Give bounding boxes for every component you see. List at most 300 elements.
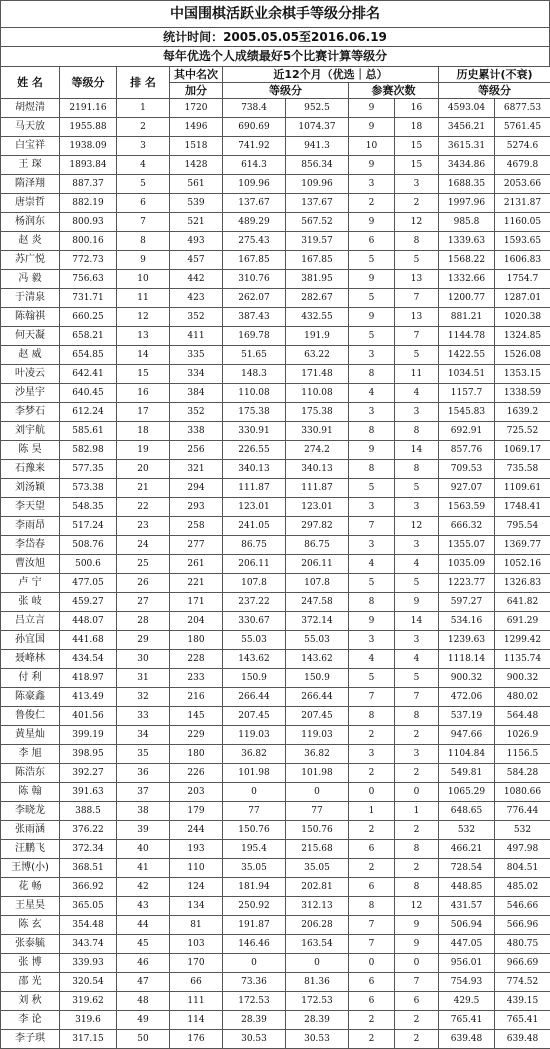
history-rating-total-cell: 564.48 [495,707,550,726]
recent-games-total-cell: 12 [395,213,439,232]
recent-rating-total-cell: 372.14 [286,612,349,631]
bonus-points-cell: 338 [170,422,223,441]
table-row [1,213,550,232]
recent-games-total-cell: 1 [395,802,439,821]
rating-cell: 577.35 [60,460,117,479]
recent-games-selected-cell: 6 [349,992,395,1011]
rank-cell: 4 [117,156,170,175]
rating-cell: 800.93 [60,213,117,232]
player-name-cell: 曹汝旭 [1,555,60,574]
rating-cell: 585.61 [60,422,117,441]
recent-games-total-cell: 9 [395,593,439,612]
player-name-cell: 聂峰林 [1,650,60,669]
recent-games-total-cell: 2 [395,1011,439,1030]
rating-cell: 658.21 [60,327,117,346]
recent-rating-selected-cell: 195.4 [223,840,286,859]
rating-cell: 660.25 [60,308,117,327]
table-row [1,327,550,346]
table-row [1,916,550,935]
history-rating-total-cell: 546.66 [495,897,550,916]
table-row [1,859,550,878]
recent-rating-total-cell: 36.82 [286,745,349,764]
recent-games-selected-cell: 5 [349,251,395,270]
player-name-cell: 冯 毅 [1,270,60,289]
col-recent-header: 近12个月（优选｜总） [223,67,439,83]
rating-cell: 573.38 [60,479,117,498]
recent-rating-total-cell: 247.58 [286,593,349,612]
history-rating-total-cell: 1160.05 [495,213,550,232]
bonus-points-cell: 176 [170,1030,223,1049]
recent-games-selected-cell: 7 [349,688,395,707]
player-name-cell: 花 畅 [1,878,60,897]
rating-cell: 391.63 [60,783,117,802]
player-name-cell: 石豫来 [1,460,60,479]
history-rating-selected-cell: 1034.51 [439,365,495,384]
rating-cell: 612.24 [60,403,117,422]
rank-cell: 19 [117,441,170,460]
recent-games-total-cell: 0 [395,783,439,802]
bonus-points-cell: 111 [170,992,223,1011]
bonus-points-cell: 204 [170,612,223,631]
recent-games-selected-cell: 9 [349,308,395,327]
history-rating-total-cell: 1135.74 [495,650,550,669]
player-name-cell: 陈 玄 [1,916,60,935]
history-rating-selected-cell: 1355.07 [439,536,495,555]
recent-rating-total-cell: 86.75 [286,536,349,555]
bonus-points-cell: 114 [170,1011,223,1030]
recent-games-selected-cell: 5 [349,327,395,346]
recent-games-total-cell: 9 [395,935,439,954]
recent-rating-selected-cell: 172.53 [223,992,286,1011]
calc-note: 每年优选个人成绩最好5个比赛计算等级分 [0,46,550,66]
recent-rating-total-cell: 55.03 [286,631,349,650]
player-name-cell: 刘宇航 [1,422,60,441]
player-name-cell: 汪鹏飞 [1,840,60,859]
recent-rating-selected-cell: 741.92 [223,137,286,156]
recent-rating-total-cell: 567.52 [286,213,349,232]
recent-games-total-cell: 9 [395,916,439,935]
bonus-points-cell: 179 [170,802,223,821]
recent-rating-total-cell: 381.95 [286,270,349,289]
recent-rating-selected-cell: 28.39 [223,1011,286,1030]
rating-cell: 1893.84 [60,156,117,175]
recent-games-total-cell: 11 [395,365,439,384]
recent-games-selected-cell: 8 [349,707,395,726]
rank-cell: 24 [117,536,170,555]
bonus-points-cell: 110 [170,859,223,878]
history-rating-total-cell: 1324.85 [495,327,550,346]
recent-games-selected-cell: 1 [349,802,395,821]
recent-rating-selected-cell: 109.96 [223,175,286,194]
history-rating-selected-cell: 648.65 [439,802,495,821]
recent-rating-selected-cell: 0 [223,783,286,802]
recent-games-total-cell: 6 [395,992,439,1011]
recent-rating-selected-cell: 169.78 [223,327,286,346]
bonus-points-cell: 171 [170,593,223,612]
rank-cell: 35 [117,745,170,764]
rank-cell: 9 [117,251,170,270]
bonus-points-cell: 457 [170,251,223,270]
table-row [1,498,550,517]
bonus-points-cell: 561 [170,175,223,194]
rank-cell: 16 [117,384,170,403]
table-row [1,441,550,460]
recent-games-total-cell: 8 [395,707,439,726]
player-name-cell: 叶凌云 [1,365,60,384]
table-header-row-1 [1,67,550,83]
player-name-cell: 唐崇哲 [1,194,60,213]
recent-games-total-cell: 16 [395,99,439,118]
history-rating-total-cell: 1369.77 [495,536,550,555]
col-rank-header: 排 名 [117,67,170,99]
recent-games-selected-cell: 7 [349,916,395,935]
bonus-points-cell: 180 [170,745,223,764]
history-rating-total-cell: 5274.6 [495,137,550,156]
recent-games-total-cell: 8 [395,232,439,251]
history-rating-selected-cell: 927.07 [439,479,495,498]
recent-rating-selected-cell: 150.9 [223,669,286,688]
history-rating-selected-cell: 956.01 [439,954,495,973]
history-rating-total-cell: 900.32 [495,669,550,688]
recent-games-total-cell: 7 [395,973,439,992]
rating-cell: 418.97 [60,669,117,688]
bonus-points-cell: 334 [170,365,223,384]
player-name-cell: 于清泉 [1,289,60,308]
player-name-cell: 陈 翰 [1,783,60,802]
table-row [1,707,550,726]
rank-cell: 7 [117,213,170,232]
recent-rating-selected-cell: 489.29 [223,213,286,232]
recent-games-selected-cell: 2 [349,726,395,745]
table-row [1,935,550,954]
recent-games-selected-cell: 10 [349,137,395,156]
player-name-cell: 黄星灿 [1,726,60,745]
player-name-cell: 陈豪鑫 [1,688,60,707]
history-rating-selected-cell: 4593.04 [439,99,495,118]
history-rating-total-cell: 480.02 [495,688,550,707]
player-name-cell: 李 旭 [1,745,60,764]
rating-cell: 800.16 [60,232,117,251]
table-row [1,954,550,973]
rank-cell: 15 [117,365,170,384]
recent-games-selected-cell: 3 [349,745,395,764]
rating-cell: 372.34 [60,840,117,859]
rank-cell: 44 [117,916,170,935]
recent-games-total-cell: 13 [395,270,439,289]
recent-games-selected-cell: 8 [349,365,395,384]
rating-cell: 339.93 [60,954,117,973]
rating-cell: 731.71 [60,289,117,308]
player-name-cell: 王 琛 [1,156,60,175]
recent-rating-selected-cell: 150.76 [223,821,286,840]
player-name-cell: 李岱春 [1,536,60,555]
history-rating-total-cell: 1526.08 [495,346,550,365]
rank-cell: 37 [117,783,170,802]
col-recent-rating-header: 等级分 [223,83,349,99]
recent-games-selected-cell: 3 [349,498,395,517]
rank-cell: 45 [117,935,170,954]
table-row [1,270,550,289]
recent-rating-selected-cell: 206.11 [223,555,286,574]
player-name-cell: 陈浩东 [1,764,60,783]
rating-cell: 368.51 [60,859,117,878]
history-rating-total-cell: 1109.61 [495,479,550,498]
history-rating-selected-cell: 1157.7 [439,384,495,403]
rating-cell: 399.19 [60,726,117,745]
rating-cell: 366.92 [60,878,117,897]
recent-games-selected-cell: 3 [349,631,395,650]
recent-rating-selected-cell: 36.82 [223,745,286,764]
history-rating-total-cell: 480.75 [495,935,550,954]
rank-cell: 41 [117,859,170,878]
rating-cell: 441.68 [60,631,117,650]
table-row [1,118,550,137]
recent-rating-total-cell: 206.28 [286,916,349,935]
recent-games-total-cell: 0 [395,954,439,973]
history-rating-total-cell: 966.69 [495,954,550,973]
col-recent-games-header: 参赛次数 [349,83,439,99]
history-rating-selected-cell: 1065.29 [439,783,495,802]
recent-rating-selected-cell: 167.85 [223,251,286,270]
recent-games-selected-cell: 9 [349,441,395,460]
player-name-cell: 赵 炎 [1,232,60,251]
recent-rating-total-cell: 167.85 [286,251,349,270]
bonus-points-cell: 335 [170,346,223,365]
rank-cell: 13 [117,327,170,346]
rating-cell: 1938.09 [60,137,117,156]
history-rating-selected-cell: 692.91 [439,422,495,441]
table-row [1,194,550,213]
recent-games-total-cell: 2 [395,1030,439,1049]
rating-cell: 320.54 [60,973,117,992]
recent-rating-total-cell: 206.11 [286,555,349,574]
bonus-points-cell: 539 [170,194,223,213]
history-rating-total-cell: 1754.7 [495,270,550,289]
table-row [1,593,550,612]
table-row [1,156,550,175]
bonus-points-cell: 145 [170,707,223,726]
recent-rating-total-cell: 119.03 [286,726,349,745]
recent-games-total-cell: 3 [395,536,439,555]
history-rating-total-cell: 1026.9 [495,726,550,745]
bonus-points-cell: 134 [170,897,223,916]
rank-cell: 27 [117,593,170,612]
history-rating-selected-cell: 1332.66 [439,270,495,289]
table-row [1,365,550,384]
history-rating-selected-cell: 1144.78 [439,327,495,346]
recent-rating-selected-cell: 111.87 [223,479,286,498]
history-rating-total-cell: 566.96 [495,916,550,935]
history-rating-selected-cell: 857.76 [439,441,495,460]
recent-games-total-cell: 15 [395,137,439,156]
recent-games-total-cell: 5 [395,669,439,688]
rating-cell: 354.48 [60,916,117,935]
rating-cell: 388.5 [60,802,117,821]
recent-rating-selected-cell: 738.4 [223,99,286,118]
history-rating-selected-cell: 472.06 [439,688,495,707]
rank-cell: 3 [117,137,170,156]
rank-cell: 31 [117,669,170,688]
recent-rating-total-cell: 77 [286,802,349,821]
history-rating-total-cell: 725.52 [495,422,550,441]
history-rating-selected-cell: 532 [439,821,495,840]
history-rating-selected-cell: 1422.55 [439,346,495,365]
table-row [1,422,550,441]
history-rating-total-cell: 497.98 [495,840,550,859]
recent-rating-total-cell: 319.57 [286,232,349,251]
recent-rating-total-cell: 215.68 [286,840,349,859]
rank-cell: 46 [117,954,170,973]
player-name-cell: 李 论 [1,1011,60,1030]
rating-cell: 772.73 [60,251,117,270]
recent-rating-total-cell: 856.34 [286,156,349,175]
recent-games-selected-cell: 7 [349,935,395,954]
recent-games-selected-cell: 5 [349,669,395,688]
rank-cell: 6 [117,194,170,213]
recent-games-total-cell: 5 [395,251,439,270]
history-rating-total-cell: 1748.41 [495,498,550,517]
table-row [1,1011,550,1030]
bonus-points-cell: 203 [170,783,223,802]
recent-rating-selected-cell: 237.22 [223,593,286,612]
recent-rating-selected-cell: 86.75 [223,536,286,555]
table-row [1,346,550,365]
rating-cell: 477.05 [60,574,117,593]
player-name-cell: 何天凝 [1,327,60,346]
bonus-points-cell: 193 [170,840,223,859]
col-bonus-header-line1: 其中名次 [170,67,223,83]
rank-cell: 8 [117,232,170,251]
history-rating-total-cell: 691.29 [495,612,550,631]
player-name-cell: 杨润东 [1,213,60,232]
rank-cell: 12 [117,308,170,327]
history-rating-selected-cell: 947.66 [439,726,495,745]
player-name-cell: 张 岐 [1,593,60,612]
recent-games-total-cell: 12 [395,517,439,536]
table-row [1,726,550,745]
rating-cell: 642.41 [60,365,117,384]
recent-rating-total-cell: 202.81 [286,878,349,897]
table-row [1,137,550,156]
player-name-cell: 李子琪 [1,1030,60,1049]
recent-rating-selected-cell: 55.03 [223,631,286,650]
history-rating-selected-cell: 900.32 [439,669,495,688]
history-rating-selected-cell: 728.54 [439,859,495,878]
recent-games-total-cell: 2 [395,194,439,213]
bonus-points-cell: 411 [170,327,223,346]
recent-rating-total-cell: 175.38 [286,403,349,422]
recent-games-total-cell: 5 [395,574,439,593]
history-rating-total-cell: 4679.8 [495,156,550,175]
stat-time: 统计时间：2005.05.05至2016.06.19 [0,27,550,46]
history-rating-selected-cell: 537.19 [439,707,495,726]
recent-rating-total-cell: 0 [286,783,349,802]
recent-rating-total-cell: 110.08 [286,384,349,403]
recent-rating-total-cell: 150.76 [286,821,349,840]
rating-cell: 548.35 [60,498,117,517]
rating-cell: 365.05 [60,897,117,916]
recent-games-selected-cell: 6 [349,878,395,897]
recent-games-total-cell: 5 [395,346,439,365]
history-rating-selected-cell: 1223.77 [439,574,495,593]
table-row [1,878,550,897]
recent-rating-total-cell: 109.96 [286,175,349,194]
recent-rating-selected-cell: 101.98 [223,764,286,783]
recent-rating-total-cell: 266.44 [286,688,349,707]
history-rating-selected-cell: 1568.22 [439,251,495,270]
history-rating-selected-cell: 3434.86 [439,156,495,175]
table-row [1,403,550,422]
recent-games-selected-cell: 2 [349,1030,395,1049]
bonus-points-cell: 1720 [170,99,223,118]
player-name-cell: 孙宜国 [1,631,60,650]
recent-rating-selected-cell: 207.45 [223,707,286,726]
recent-rating-total-cell: 172.53 [286,992,349,1011]
rating-cell: 413.49 [60,688,117,707]
history-rating-total-cell: 2053.66 [495,175,550,194]
recent-rating-total-cell: 163.54 [286,935,349,954]
player-name-cell: 卢 宁 [1,574,60,593]
table-row [1,460,550,479]
bonus-points-cell: 66 [170,973,223,992]
player-name-cell: 付 利 [1,669,60,688]
history-rating-selected-cell: 1104.84 [439,745,495,764]
history-rating-total-cell: 795.54 [495,517,550,536]
recent-games-selected-cell: 2 [349,821,395,840]
recent-games-total-cell: 7 [395,289,439,308]
recent-games-selected-cell: 0 [349,783,395,802]
recent-rating-total-cell: 28.39 [286,1011,349,1030]
bonus-points-cell: 293 [170,498,223,517]
rank-cell: 32 [117,688,170,707]
rank-cell: 10 [117,270,170,289]
recent-games-total-cell: 3 [395,745,439,764]
recent-rating-total-cell: 143.62 [286,650,349,669]
table-row [1,650,550,669]
recent-games-total-cell: 18 [395,118,439,137]
recent-games-total-cell: 7 [395,327,439,346]
table-row [1,821,550,840]
recent-games-selected-cell: 3 [349,346,395,365]
history-rating-selected-cell: 1035.09 [439,555,495,574]
recent-games-selected-cell: 2 [349,859,395,878]
recent-games-selected-cell: 4 [349,650,395,669]
recent-rating-selected-cell: 137.67 [223,194,286,213]
history-rating-total-cell: 1299.42 [495,631,550,650]
recent-games-selected-cell: 2 [349,764,395,783]
rank-cell: 25 [117,555,170,574]
table-row [1,631,550,650]
recent-rating-total-cell: 952.5 [286,99,349,118]
recent-rating-total-cell: 0 [286,954,349,973]
recent-rating-total-cell: 1074.37 [286,118,349,137]
bonus-points-cell: 229 [170,726,223,745]
rank-cell: 14 [117,346,170,365]
bonus-points-cell: 1518 [170,137,223,156]
rank-cell: 34 [117,726,170,745]
history-rating-total-cell: 532 [495,821,550,840]
recent-games-total-cell: 13 [395,308,439,327]
bonus-points-cell: 258 [170,517,223,536]
table-row [1,384,550,403]
recent-rating-total-cell: 101.98 [286,764,349,783]
history-rating-total-cell: 1639.2 [495,403,550,422]
recent-games-selected-cell: 9 [349,156,395,175]
table-row [1,802,550,821]
rating-cell: 398.95 [60,745,117,764]
rank-cell: 49 [117,1011,170,1030]
history-rating-selected-cell: 1545.83 [439,403,495,422]
